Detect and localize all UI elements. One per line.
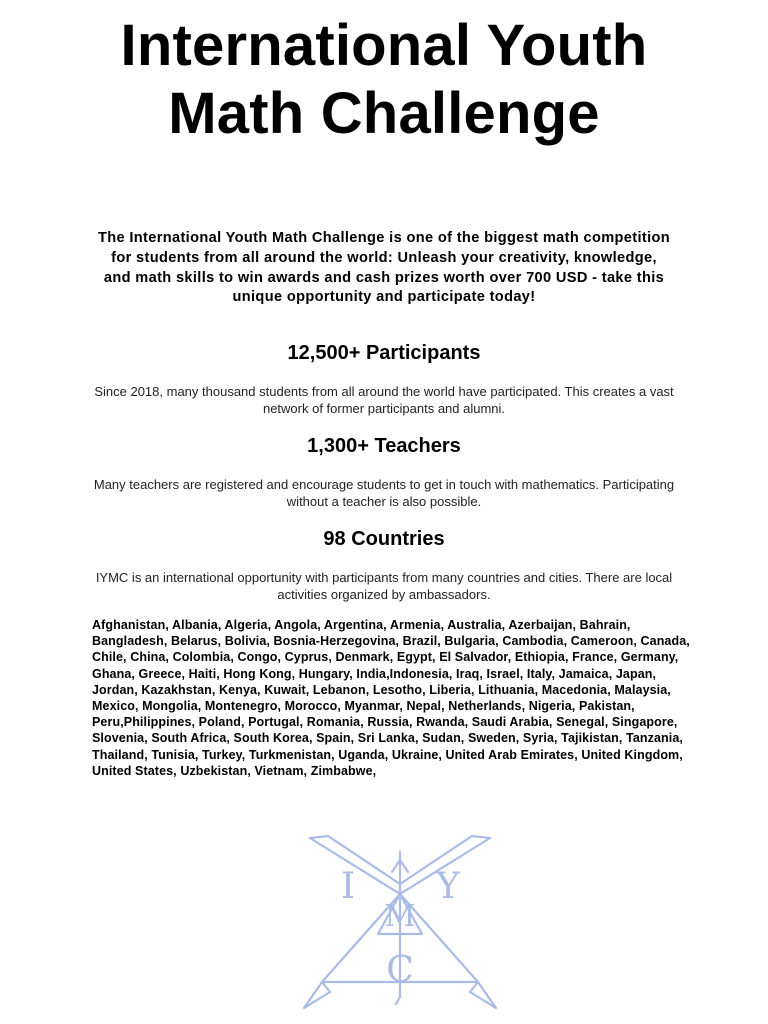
logo-letter-m: M xyxy=(384,899,416,934)
iymc-logo-icon xyxy=(300,832,500,1012)
intro-paragraph: The International Youth Math Challenge is one of the biggest math competition for students from all around the world: Unleash your creativity, knowledge, and math skills to win awards and cash prizes worth over 700 USD - take this unique opportunity and participate today! xyxy=(97,230,671,306)
logo-letter-c: C xyxy=(386,950,414,991)
teachers-heading: 1,300+ Teachers xyxy=(307,435,461,457)
logo-letter-y: Y xyxy=(436,866,460,907)
logo-letter-i: I xyxy=(340,866,356,907)
page-title: International Youth Math Challenge xyxy=(120,13,648,146)
participants-heading: 12,500+ Participants xyxy=(287,342,481,364)
country-list: Afghanistan, Albania, Algeria, Angola, Argentina, Armenia, Australia, Azerbaijan, Bahrain, Bangladesh, Belarus, Bolivia, Bosnia-Herzegovina, Brazil, Bulgaria, Cambodia, Cameroon, Canada, Chile, China, Colombia, Congo, Cyprus, Denmark, Egypt, El Salvador, Ethiopia, France, Germany, Ghana, Greece, Haiti, Hong Kong, Hungary, India,Indonesia, Iraq, Israel, Italy, Jamaica, Japan, Jordan, Kazakhstan, Kenya, Kuwait, Lebanon, Lesotho, Liberia, Lithuania, Macedonia, Malaysia, Mexico, Mongolia, Montenegro, Morocco, Myanmar, Nepal, Netherlands, Nigeria, Pakistan, Peru,Philippines, Poland, Portugal, Romania, Russia, Rwanda, Saudi Arabia, Senegal, Singapore, Slovenia, South Africa, South Korea, Spain, Sri Lanka, Sudan, Sweden, Syria, Tajikistan, Tanzania, Thailand, Tunisia, Turkey, Turkmenistan, Uganda, Ukraine, United Arab Emirates, United Kingdom, United States, Uzbekistan, Vietnam, Zimbabwe, xyxy=(92,618,690,778)
countries-heading: 98 Countries xyxy=(323,528,445,550)
teachers-text: Many teachers are registered and encourage students to get in touch with mathematics. Participating without a teacher is also possible. xyxy=(93,477,675,509)
countries-text: IYMC is an international opportunity with participants from many countries and cities. There are local activities organized by ambassadors. xyxy=(95,570,673,602)
participants-text: Since 2018, many thousand students from all around the world have participated. This creates a vast network of former participants and alumni. xyxy=(94,384,674,416)
